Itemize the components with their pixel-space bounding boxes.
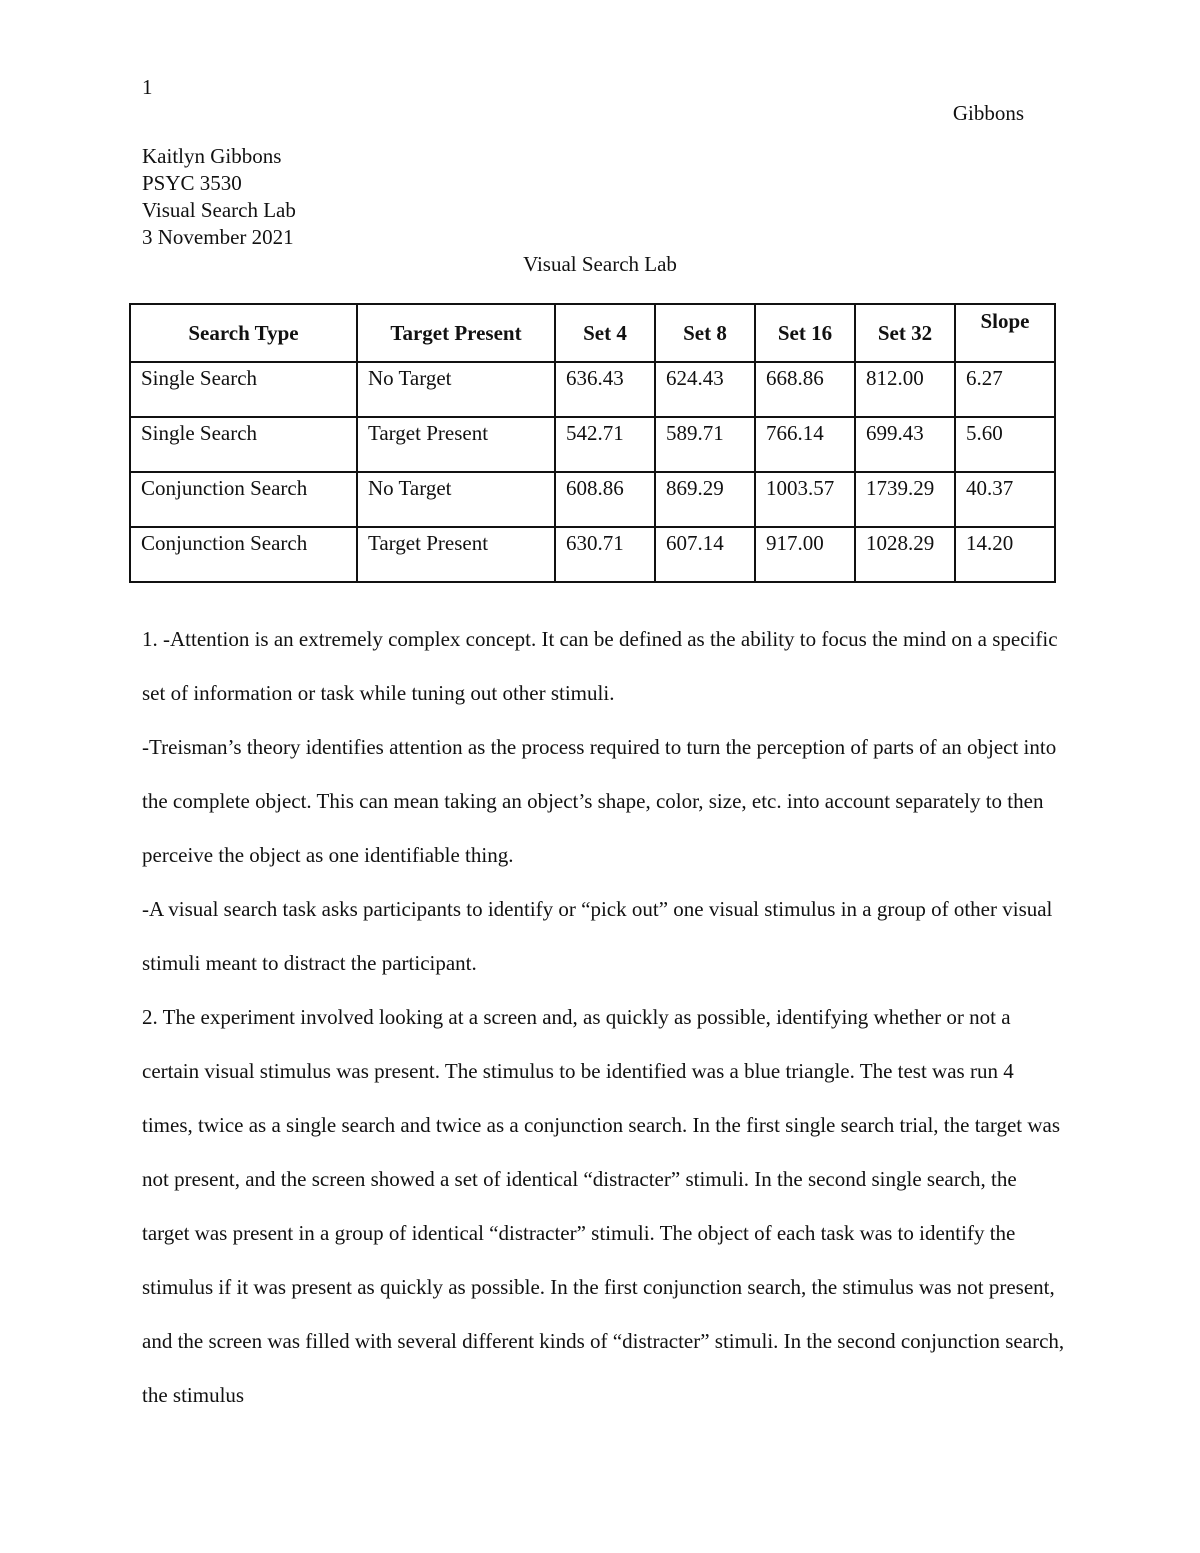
column-header-search-type: Search Type bbox=[130, 304, 357, 362]
table-cell: 766.14 bbox=[755, 417, 855, 472]
table-cell: 699.43 bbox=[855, 417, 955, 472]
table-cell: 608.86 bbox=[555, 472, 655, 527]
table-row bbox=[130, 417, 1055, 472]
table-cell: 630.71 bbox=[555, 527, 655, 582]
course-code: PSYC 3530 bbox=[142, 171, 242, 195]
table-cell: 1028.29 bbox=[855, 527, 955, 582]
table-cell: Target Present bbox=[357, 417, 555, 472]
table-cell: 1739.29 bbox=[855, 472, 955, 527]
paragraph-attention-definition: 1. -Attention is an extremely complex concept. It can be defined as the ability to focus the mind on a specific set of information or task while tuning out other stimuli. bbox=[142, 627, 1058, 705]
table-cell: 6.27 bbox=[955, 362, 1055, 417]
table-cell: Conjunction Search bbox=[130, 472, 357, 527]
table-cell: No Target bbox=[357, 472, 555, 527]
table-cell: 1003.57 bbox=[755, 472, 855, 527]
table-row bbox=[130, 527, 1055, 582]
page-number: 1 bbox=[142, 75, 153, 99]
table-cell: 668.86 bbox=[755, 362, 855, 417]
heading-block bbox=[142, 143, 296, 251]
document-title: Visual Search Lab bbox=[523, 252, 677, 276]
table-cell: 40.37 bbox=[955, 472, 1055, 527]
column-header-target-present: Target Present bbox=[357, 304, 555, 362]
document-date: 3 November 2021 bbox=[142, 225, 294, 249]
table-header-row bbox=[130, 304, 1055, 362]
table-cell: 917.00 bbox=[755, 527, 855, 582]
column-header-slope: Slope bbox=[955, 304, 1055, 362]
paragraph-experiment-description: 2. The experiment involved looking at a screen and, as quickly as possible, identifying whether or not a certain visual stimulus was present. The stimulus to be identified was a blue triangle. The test was run 4 times, twice as a single search and twice as a conjunction search. In the first single search trial, the target was not present, and the screen showed a set of identical “distracter” stimuli. In the second single search, the target was present in a group of identical “distracter” stimuli. The object of each task was to identify the stimulus if it was present as quickly as possible. In the first conjunction search, the stimulus was not present, and the screen was filled with several different kinds of “distracter” stimuli. In the second conjunction search, the stimulus bbox=[142, 1005, 1065, 1407]
body-text bbox=[142, 612, 1067, 1422]
table-cell: 542.71 bbox=[555, 417, 655, 472]
table-row bbox=[130, 362, 1055, 417]
table-row bbox=[130, 472, 1055, 527]
table-cell: Target Present bbox=[357, 527, 555, 582]
table-cell: Single Search bbox=[130, 417, 357, 472]
paragraph-visual-search-task: -A visual search task asks participants to identify or “pick out” one visual stimulus in a group of other visual stimuli meant to distract the participant. bbox=[142, 897, 1053, 975]
table-cell: Conjunction Search bbox=[130, 527, 357, 582]
author-name: Kaitlyn Gibbons bbox=[142, 144, 282, 168]
table-cell: 5.60 bbox=[955, 417, 1055, 472]
column-header-set-16: Set 16 bbox=[755, 304, 855, 362]
paragraph-treisman-theory: -Treisman’s theory identifies attention as the process required to turn the perception of parts of an object into the complete object. This can mean taking an object’s shape, color, size, etc. into account separately to then perceive the object as one identifiable thing. bbox=[142, 735, 1057, 867]
assignment-name: Visual Search Lab bbox=[142, 198, 296, 222]
column-header-set-8: Set 8 bbox=[655, 304, 755, 362]
table-cell: 624.43 bbox=[655, 362, 755, 417]
table-cell: 869.29 bbox=[655, 472, 755, 527]
column-header-set-4: Set 4 bbox=[555, 304, 655, 362]
table-cell: 812.00 bbox=[855, 362, 955, 417]
results-table bbox=[129, 303, 1056, 583]
table-cell: 607.14 bbox=[655, 527, 755, 582]
running-head: Gibbons bbox=[952, 101, 1024, 125]
table-cell: 636.43 bbox=[555, 362, 655, 417]
table-cell: 589.71 bbox=[655, 417, 755, 472]
table-cell: No Target bbox=[357, 362, 555, 417]
table-cell: Single Search bbox=[130, 362, 357, 417]
column-header-set-32: Set 32 bbox=[855, 304, 955, 362]
table-cell: 14.20 bbox=[955, 527, 1055, 582]
